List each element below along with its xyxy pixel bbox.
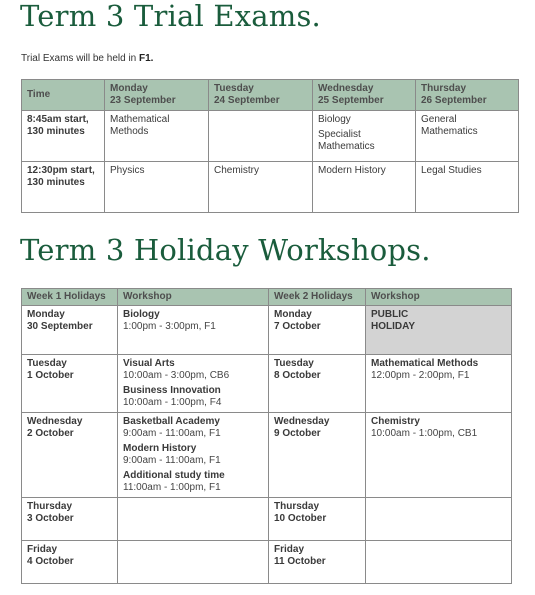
table-header-row (22, 289, 512, 306)
table-row (22, 413, 512, 498)
table-row (22, 162, 519, 213)
day-date: 9 October (274, 428, 321, 439)
holiday-workshops-title: Term 3 Holiday Workshops. (20, 233, 431, 267)
duration-text: 130 minutes (27, 177, 85, 188)
header-wednesday (313, 80, 416, 111)
header-thursday (416, 80, 519, 111)
workshop-time: 10:00am - 1:00pm, CB1 (371, 428, 478, 439)
header-date: 23 September (110, 95, 176, 106)
table-header-row (22, 80, 519, 111)
day-name: Tuesday (27, 358, 67, 369)
header-day: Monday (110, 83, 148, 94)
exam-subject: General (421, 114, 457, 125)
table-row (22, 541, 512, 584)
workshop-time: 12:00pm - 2:00pm, F1 (371, 370, 470, 381)
day-name: Friday (274, 544, 305, 555)
header-date: 25 September (318, 95, 384, 106)
exam-subject: Mathematics (421, 126, 478, 137)
exam-subject: Legal Studies (421, 165, 482, 176)
workshop-cell (118, 541, 269, 584)
workshop-time: 10:00am - 1:00pm, F4 (123, 397, 222, 408)
workshop-time: 11:00am - 1:00pm, F1 (123, 482, 221, 493)
table-row (22, 111, 519, 162)
header-date: 24 September (214, 95, 280, 106)
day-date: 11 October (274, 556, 326, 567)
workshop-title: Visual Arts (123, 358, 175, 369)
intro-location: F1. (139, 53, 154, 64)
header-day: Wednesday (318, 83, 374, 94)
day-cell (22, 498, 118, 541)
workshop-time: 9:00am - 11:00am, F1 (123, 428, 221, 439)
workshop-cell (118, 413, 269, 498)
workshop-title: Business Innovation (123, 385, 221, 396)
workshop-cell (366, 355, 512, 413)
day-name: Monday (27, 309, 65, 320)
holiday-label: HOLIDAY (371, 321, 416, 332)
holiday-workshops-table (21, 288, 512, 584)
exam-cell-tuesday (209, 162, 313, 213)
workshop-title: Additional study time (123, 470, 225, 481)
table-row (22, 498, 512, 541)
header-workshop: Workshop (366, 289, 512, 306)
workshop-title: Modern History (123, 443, 197, 454)
day-date: 8 October (274, 370, 321, 381)
workshop-title: Basketball Academy (123, 416, 220, 427)
workshop-title: Mathematical Methods (371, 358, 479, 369)
exam-subject: Chemistry (214, 165, 260, 176)
day-cell (22, 541, 118, 584)
header-tuesday (209, 80, 313, 111)
day-date: 10 October (274, 513, 327, 524)
day-date: 4 October (27, 556, 74, 567)
header-date: 26 September (421, 95, 487, 106)
exam-subject: Modern History (318, 165, 386, 176)
time-text: 8:45am start, (27, 114, 89, 125)
workshop-cell (366, 413, 512, 498)
day-date: 3 October (27, 513, 74, 524)
day-name: Wednesday (27, 416, 83, 427)
exam-cell-thursday (416, 111, 519, 162)
day-name: Tuesday (274, 358, 314, 369)
workshop-cell (366, 498, 512, 541)
exam-cell-monday (105, 111, 209, 162)
day-name: Thursday (274, 501, 320, 512)
exam-subject: Methods (110, 126, 149, 137)
day-cell (269, 413, 366, 498)
table-row (22, 306, 512, 355)
header-week2: Week 2 Holidays (269, 289, 366, 306)
day-name: Monday (274, 309, 312, 320)
day-date: 2 October (27, 428, 74, 439)
workshop-title: Chemistry (371, 416, 420, 427)
holiday-label: PUBLIC (371, 309, 409, 320)
workshop-cell (118, 306, 269, 355)
exam-subject: Mathematical (110, 114, 170, 125)
header-day: Thursday (421, 83, 467, 94)
header-monday (105, 80, 209, 111)
day-name: Thursday (27, 501, 73, 512)
table-row (22, 355, 512, 413)
day-cell (22, 355, 118, 413)
duration-text: 130 minutes (27, 126, 85, 137)
exam-time-cell (22, 111, 105, 162)
workshop-title: Biology (123, 309, 160, 320)
day-cell (269, 355, 366, 413)
day-cell (269, 498, 366, 541)
public-holiday-cell (366, 306, 512, 355)
day-date: 1 October (27, 370, 74, 381)
workshop-cell (366, 541, 512, 584)
workshop-time: 10:00am - 3:00pm, CB6 (123, 370, 230, 381)
day-date: 7 October (274, 321, 321, 332)
exam-time-cell (22, 162, 105, 213)
day-cell (269, 541, 366, 584)
workshop-cell (118, 498, 269, 541)
workshop-time: 9:00am - 11:00am, F1 (123, 455, 221, 466)
intro-text: Trial Exams will be held in (21, 53, 140, 64)
header-label: Time (27, 89, 51, 100)
exam-cell-monday (105, 162, 209, 213)
day-date: 30 September (27, 321, 93, 332)
workshop-time: 1:00pm - 3:00pm, F1 (123, 321, 216, 332)
trial-exams-table (21, 79, 519, 213)
day-name: Friday (27, 544, 58, 555)
header-week1: Week 1 Holidays (22, 289, 118, 306)
header-workshop: Workshop (118, 289, 269, 306)
exam-subject: Physics (110, 165, 145, 176)
exam-cell-tuesday (209, 111, 313, 162)
header-day: Tuesday (214, 83, 254, 94)
exam-subject: Specialist (318, 129, 361, 140)
time-text: 12:30pm start, (27, 165, 95, 176)
workshop-cell (118, 355, 269, 413)
exam-subject: Biology (318, 114, 351, 125)
header-time (22, 80, 105, 111)
exam-cell-wednesday (313, 162, 416, 213)
trial-exams-intro (21, 53, 153, 64)
day-cell (269, 306, 366, 355)
exam-cell-thursday (416, 162, 519, 213)
trial-exams-title: Term 3 Trial Exams. (20, 0, 321, 33)
exam-cell-wednesday (313, 111, 416, 162)
exam-subject: Mathematics (318, 141, 375, 152)
day-name: Wednesday (274, 416, 330, 427)
day-cell (22, 306, 118, 355)
day-cell (22, 413, 118, 498)
